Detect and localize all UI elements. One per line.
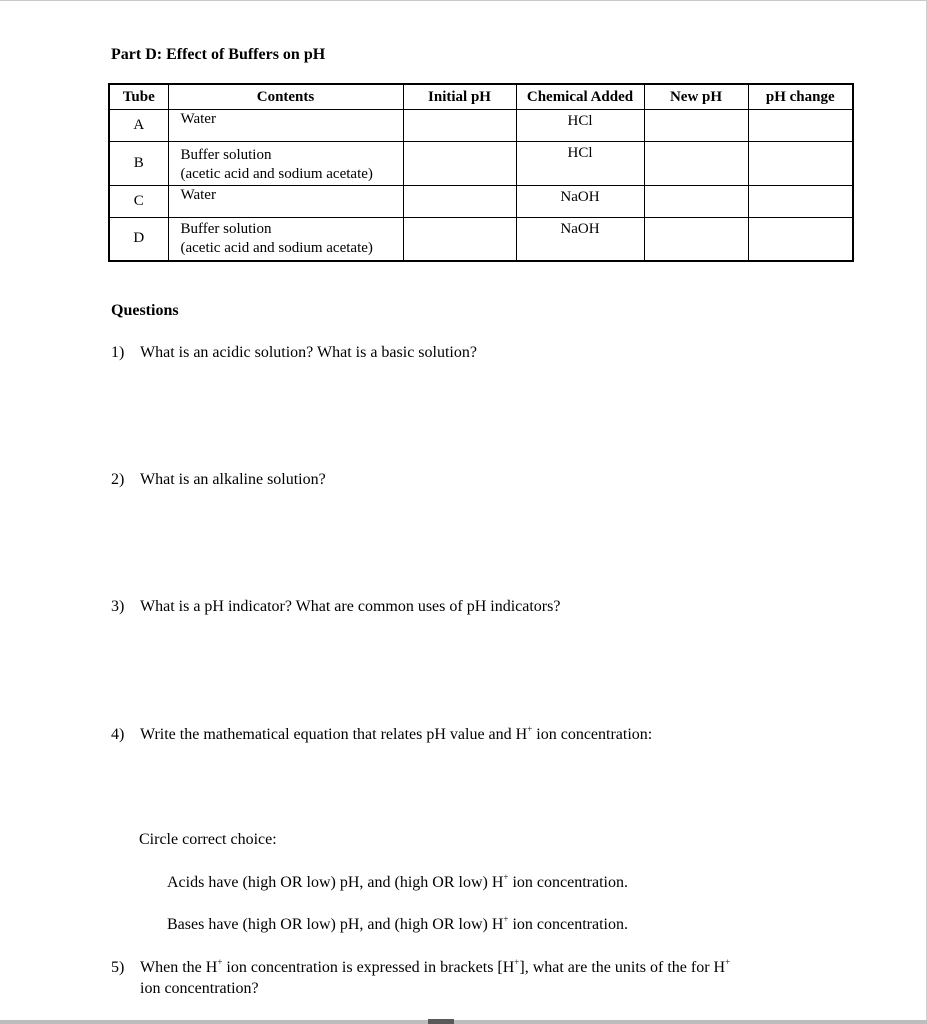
contents-line: Water (180, 187, 216, 203)
tube-cell: D (109, 218, 168, 261)
new-ph-cell[interactable] (644, 110, 748, 142)
question-text: What is a pH indicator? What are common uses of pH indicators? (140, 598, 561, 615)
ph-change-cell[interactable] (748, 110, 853, 142)
table-header-row (109, 84, 853, 110)
header-chemical-added: Chemical Added (516, 84, 644, 110)
ph-change-cell[interactable] (748, 186, 853, 218)
question-4 (111, 726, 652, 744)
question-text: What is an alkaline solution? (140, 471, 326, 488)
superscript-plus: + (503, 872, 509, 882)
initial-ph-cell[interactable] (403, 142, 516, 186)
contents-cell (168, 110, 403, 142)
question-text-cont: ion concentration: (532, 726, 653, 743)
choice-text: Bases have (high OR low) pH, and (high OR low) H (167, 916, 504, 933)
questions-heading: Questions (111, 302, 179, 319)
initial-ph-cell[interactable] (403, 218, 516, 261)
superscript-plus: + (503, 914, 509, 924)
question-number: 3) (111, 598, 125, 615)
question-text: When the H (140, 959, 218, 976)
choice-text-cont: ion concentration. (508, 874, 628, 891)
superscript-plus: + (527, 724, 533, 734)
page-top-border (0, 0, 927, 1)
tube-cell: A (109, 110, 168, 142)
buffer-data-table (108, 83, 854, 262)
contents-line: Water (180, 111, 216, 127)
question-5 (111, 959, 730, 977)
chemical-added-cell: NaOH (516, 186, 644, 218)
header-initial-ph: Initial pH (403, 84, 516, 110)
question-number: 5) (111, 959, 125, 976)
question-number: 1) (111, 344, 125, 361)
table-row (109, 110, 853, 142)
superscript-plus: + (217, 957, 223, 967)
question-text: What is an acidic solution? What is a basic solution? (140, 344, 477, 361)
contents-cell (168, 186, 403, 218)
ph-change-cell[interactable] (748, 142, 853, 186)
header-contents: Contents (168, 84, 403, 110)
question-5-line2: ion concentration? (140, 980, 259, 997)
question-1 (111, 344, 477, 362)
new-ph-cell[interactable] (644, 218, 748, 261)
choice-text-cont: ion concentration. (508, 916, 628, 933)
page-scroll-indicator[interactable] (428, 1019, 454, 1024)
chemical-added-cell: HCl (516, 110, 644, 142)
table-row (109, 186, 853, 218)
contents-line-detail: (acetic acid and sodium acetate) (180, 166, 373, 182)
contents-line: Buffer solution (180, 221, 272, 237)
new-ph-cell[interactable] (644, 142, 748, 186)
question-3 (111, 598, 560, 616)
part-title: Part D: Effect of Buffers on pH (111, 46, 326, 63)
table-row (109, 142, 853, 186)
question-2 (111, 471, 326, 489)
new-ph-cell[interactable] (644, 186, 748, 218)
chemical-added-cell: NaOH (516, 218, 644, 261)
question-text-cont: ion concentration is expressed in brackets [H (222, 959, 515, 976)
ph-change-cell[interactable] (748, 218, 853, 261)
page-bottom-bar (0, 1020, 927, 1024)
tube-cell: C (109, 186, 168, 218)
question-number: 4) (111, 726, 125, 743)
contents-line-detail: (acetic acid and sodium acetate) (180, 240, 373, 256)
superscript-plus: + (514, 957, 520, 967)
chemical-added-cell: HCl (516, 142, 644, 186)
table-row (109, 218, 853, 261)
initial-ph-cell[interactable] (403, 110, 516, 142)
tube-cell: B (109, 142, 168, 186)
question-text-cont: ], what are the units of the for H (519, 959, 726, 976)
initial-ph-cell[interactable] (403, 186, 516, 218)
header-new-ph: New pH (644, 84, 748, 110)
acids-choice (167, 874, 628, 892)
question-number: 2) (111, 471, 125, 488)
header-tube: Tube (109, 84, 168, 110)
circle-choice-heading: Circle correct choice: (139, 831, 277, 848)
contents-line: Buffer solution (180, 147, 272, 163)
question-text: Write the mathematical equation that relates pH value and H (140, 726, 528, 743)
header-ph-change: pH change (748, 84, 853, 110)
contents-cell (168, 218, 403, 261)
contents-cell (168, 142, 403, 186)
bases-choice (167, 916, 628, 934)
choice-text: Acids have (high OR low) pH, and (high OR low) H (167, 874, 504, 891)
superscript-plus: + (725, 957, 731, 967)
